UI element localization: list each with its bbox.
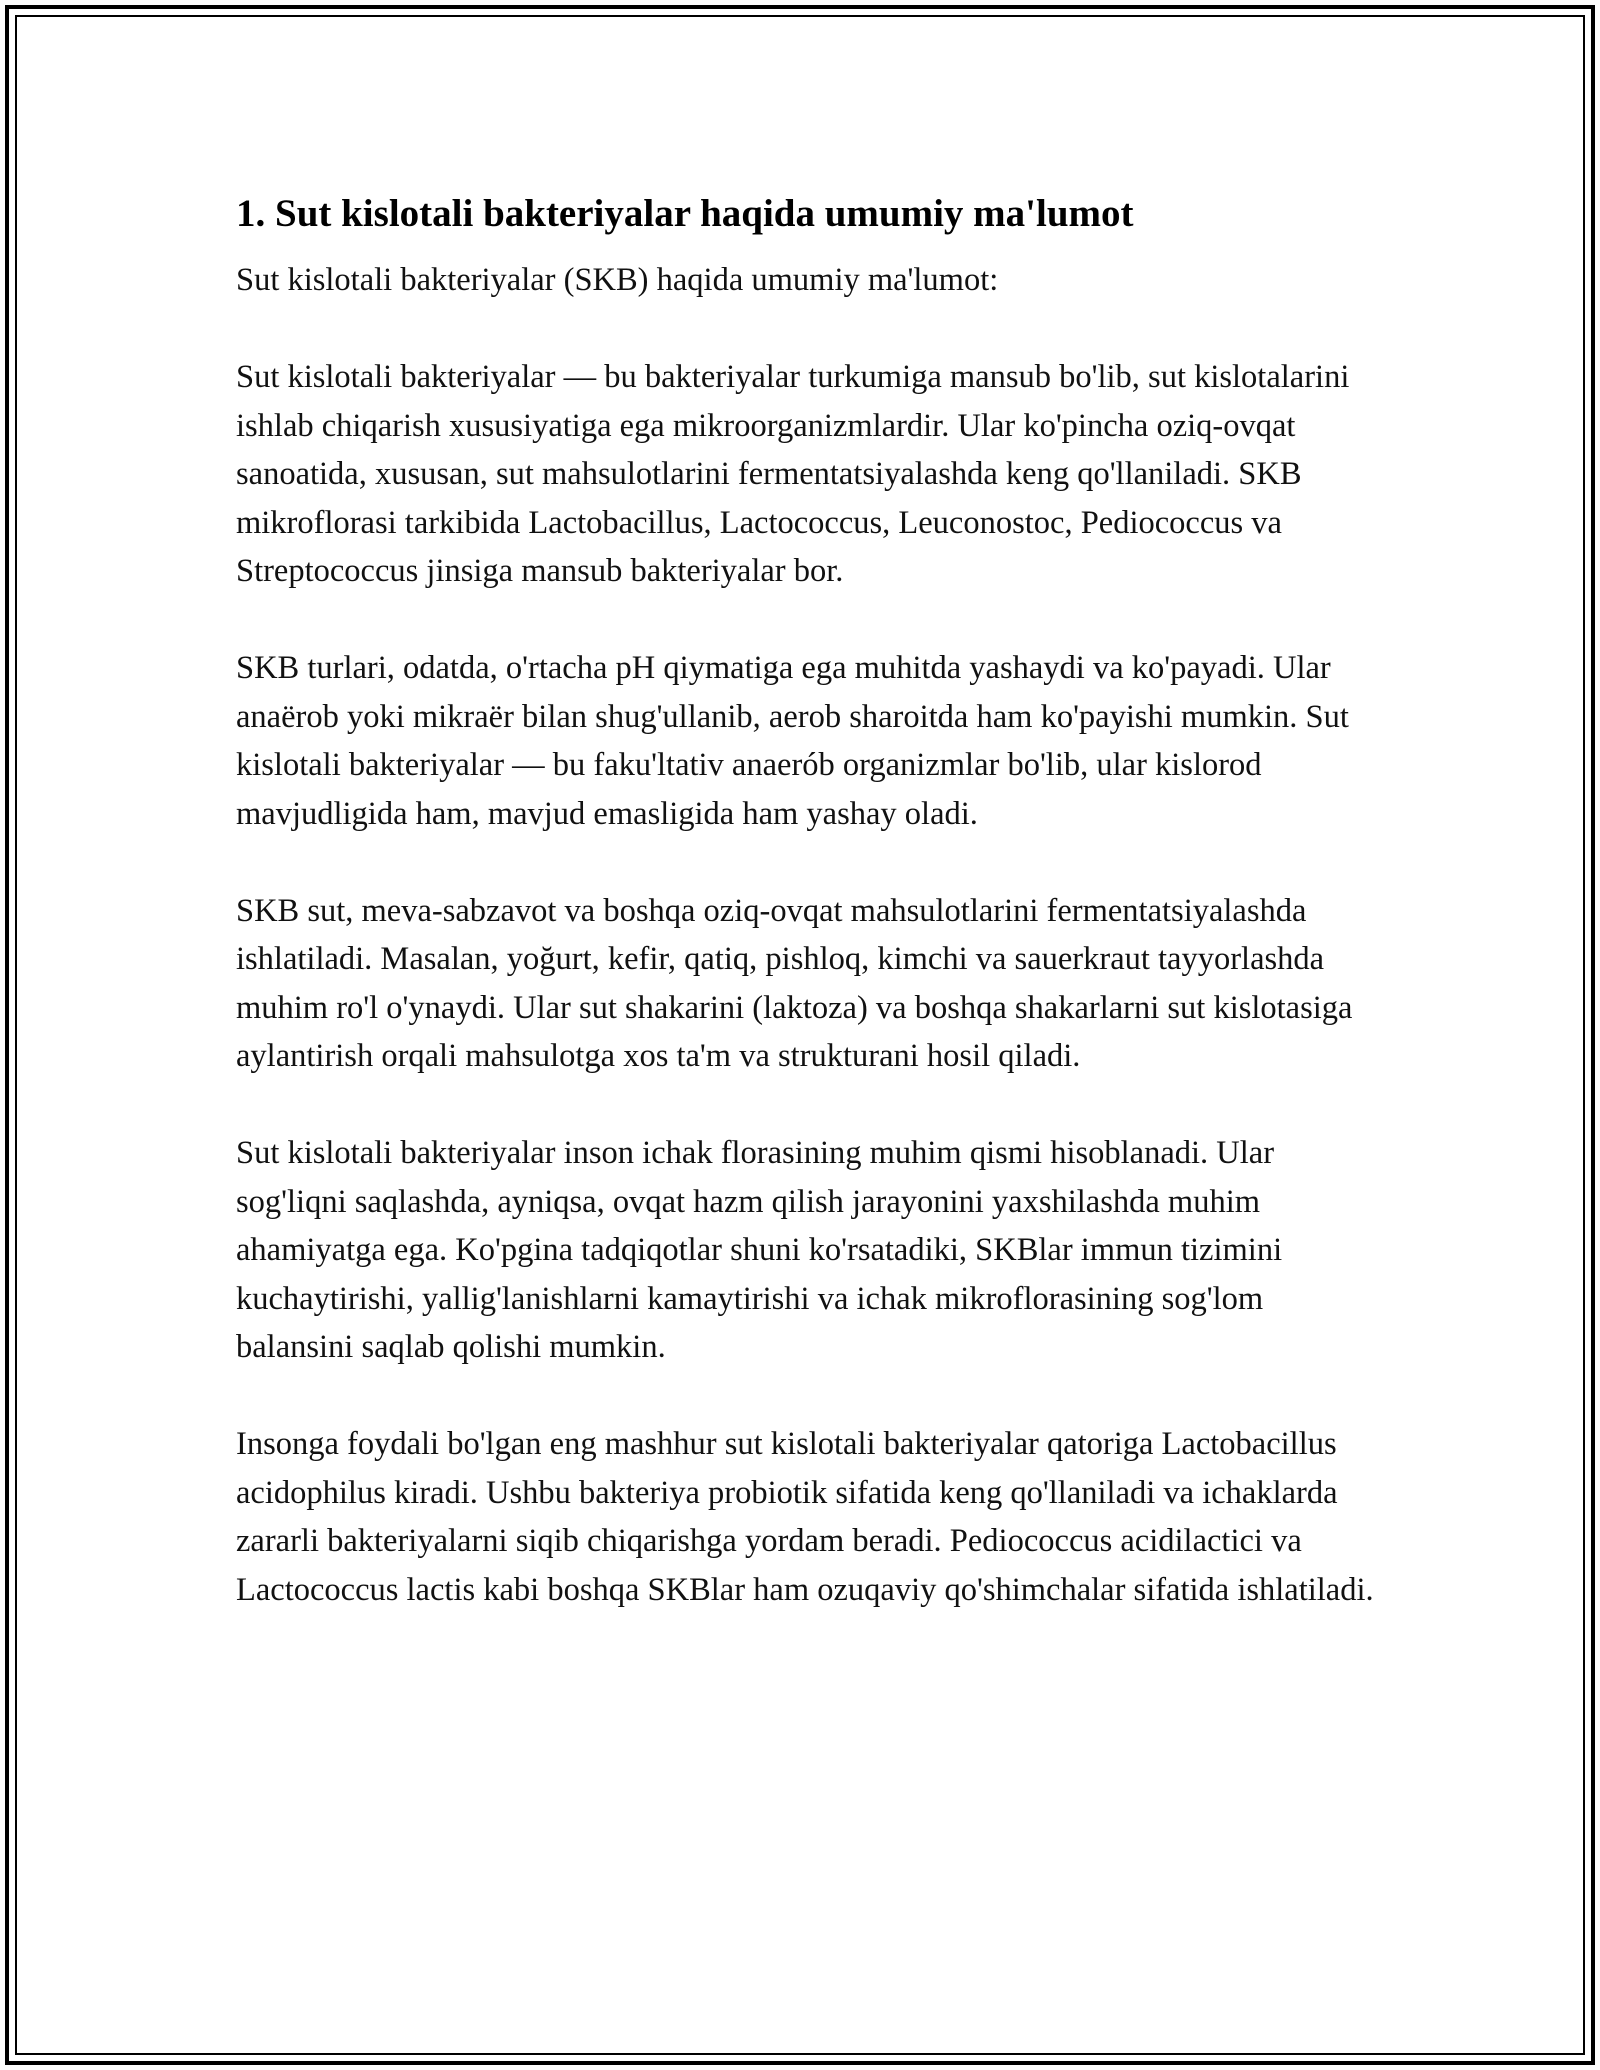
paragraph-definition: Sut kislotali bakteriyalar — bu bakteriyalar turkumiga mansub bo'lib, sut kislotalarini ishlab chiqarish xususiyatiga ega mikroorganizmlardir. Ular ko'pincha oziq-ovqat sanoatida, xususan, sut mahsulotlarini fermentatsiyalashda keng qo'llaniladi. SKB mikroflorasi tarkibida Lactobacillus, Lactococcus, Leuconostoc, Pediococcus va Streptococcus jinsiga mansub bakteriyalar bor. — [236, 359, 1350, 589]
paragraph-probiotics: Insonga foydali bo'lgan eng mashhur sut kislotali bakteriyalar qatoriga Lactobacillus acidophilus kiradi. Ushbu bakteriya probiotik sifatida keng qo'llaniladi va ichaklarda zararli bakteriyalarni siqib chiqarishga yordam beradi. Pediococcus acidilactici va Lactococcus lactis kabi boshqa SKBlar ham ozuqaviy qo'shimchalar sifatida ishlatiladi. — [236, 1426, 1374, 1608]
section-heading: 1. Sut kislotali bakteriyalar haqida umumiy ma'lumot — [236, 192, 1134, 235]
intro-paragraph: Sut kislotali bakteriyalar (SKB) haqida umumiy ma'lumot: — [236, 262, 999, 298]
paragraph-habitat: SKB turlari, odatda, o'rtacha pH qiymatiga ega muhitda yashaydi va ko'payadi. Ular anaërob yoki mikraër bilan shug'ullanib, aerob sharoitda ham ko'payishi mumkin. Sut kislotali bakteriyalar — bu faku'ltativ anaerób organizmlar bo'lib, ular kislorod mavjudligida ham, mavjud emasligida ham yashay oladi. — [236, 650, 1349, 832]
paragraph-fermentation: SKB sut, meva-sabzavot va boshqa oziq-ovqat mahsulotlarini fermentatsiyalashda ishlatiladi. Masalan, yoğurt, kefir, qatiq, pishloq, kimchi va sauerkraut tayyorlashda muhim ro'l o'ynaydi. Ular sut shakarini (laktoza) va boshqa shakarlarni sut kislotasiga aylantirish orqali mahsulotga xos ta'm va strukturani hosil qiladi. — [236, 892, 1353, 1074]
document-body — [236, 186, 1376, 1663]
paragraph-health: Sut kislotali bakteriyalar inson ichak florasining muhim qismi hisoblanadi. Ular sog'liqni saqlashda, ayniqsa, ovqat hazm qilish jarayonini yaxshilashda muhim ahamiyatga ega. Ko'pgina tadqiqotlar shuni ko'rsatadiki, SKBlar immun tizimini kuchaytirishi, yallig'lanishlarni kamaytirishi va ichak mikroflorasining sog'lom balansini saqlab qolishi mumkin. — [236, 1135, 1283, 1365]
